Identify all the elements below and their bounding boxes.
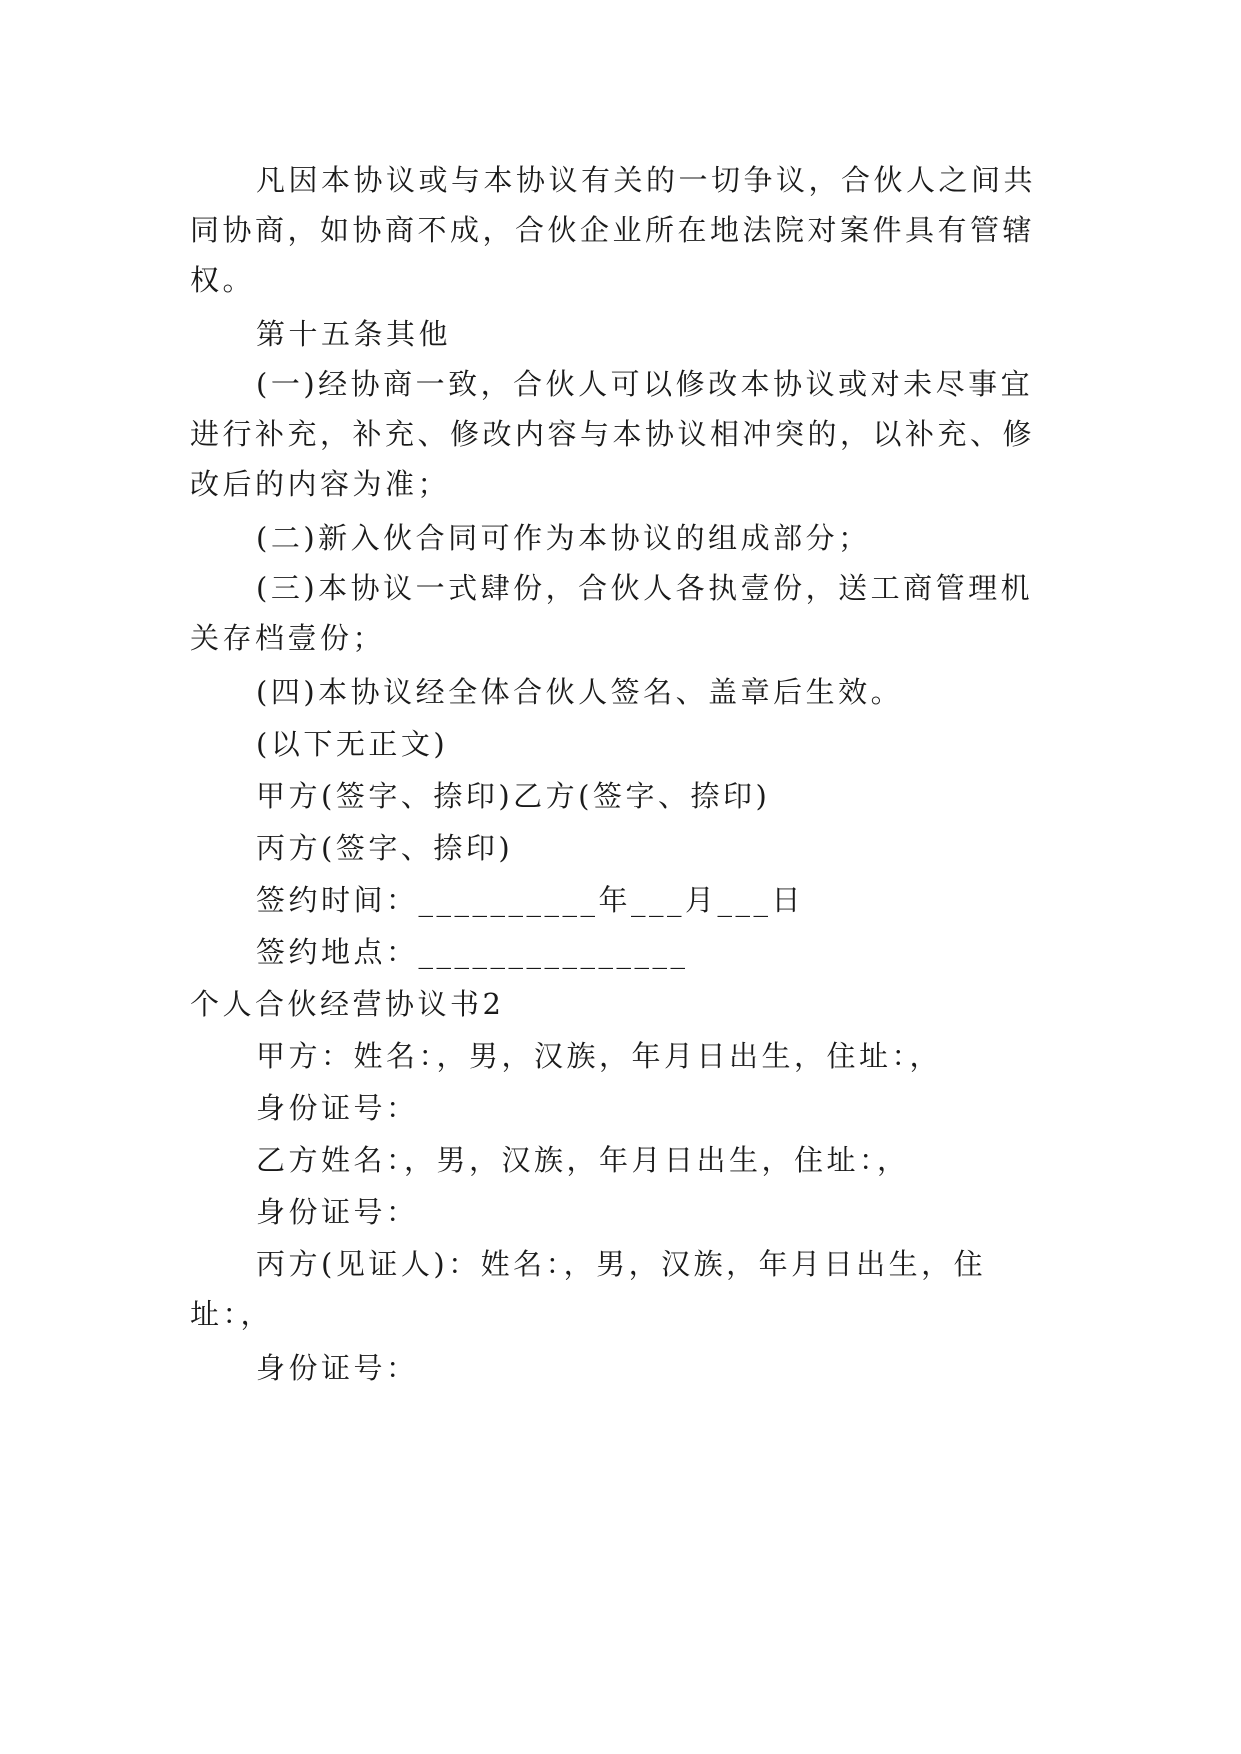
clause-3-line-2: 关存档壹份； [190, 621, 386, 655]
clause-1-line-2: 进行补充，补充、修改内容与本协议相冲突的，以补充、修 [190, 417, 1036, 451]
party-a-info: 甲方：姓名：，男，汉族，年月日出生，住址：， [256, 1039, 943, 1073]
signing-place-field: 签约地点：_______________ [256, 935, 689, 969]
clause-4: (四)本协议经全体合伙人签名、盖章后生效。 [256, 675, 904, 709]
paragraph-dispute-line-3: 权。 [190, 263, 256, 297]
section-title-agreement-2: 个人合伙经营协议书2 [190, 987, 505, 1021]
party-b-id-number: 身份证号： [256, 1195, 419, 1229]
party-c-id-number: 身份证号： [256, 1351, 419, 1385]
signing-date-field: 签约时间：__________年___月___日 [256, 883, 805, 917]
clause-2: (二)新入伙合同可作为本协议的组成部分； [256, 521, 871, 555]
clause-1-line-3: 改后的内容为准； [190, 467, 451, 501]
party-c-witness-info-line-1: 丙方(见证人)：姓名：，男，汉族，年月日出生，住 [256, 1247, 987, 1281]
clause-1-line-1: (一)经协商一致，合伙人可以修改本协议或对未尽事宜 [256, 367, 1034, 401]
signature-party-a-b: 甲方(签字、捺印)乙方(签字、捺印) [256, 779, 771, 813]
party-c-witness-info-line-2: 址：， [190, 1297, 274, 1331]
party-a-id-number: 身份证号： [256, 1091, 419, 1125]
party-b-info: 乙方姓名：，男，汉族，年月日出生，住址：， [256, 1143, 910, 1177]
clause-3-line-1: (三)本协议一式肆份，合伙人各执壹份，送工商管理机 [256, 571, 1034, 605]
article-15-heading: 第十五条其他 [256, 317, 452, 351]
paragraph-dispute-line-2: 同协商，如协商不成，合伙企业所在地法院对案件具有管辖 [190, 213, 1036, 247]
no-further-text-note: (以下无正文) [256, 727, 449, 761]
paragraph-dispute-line-1: 凡因本协议或与本协议有关的一切争议，合伙人之间共 [256, 163, 1037, 197]
signature-party-c: 丙方(签字、捺印) [256, 831, 514, 865]
